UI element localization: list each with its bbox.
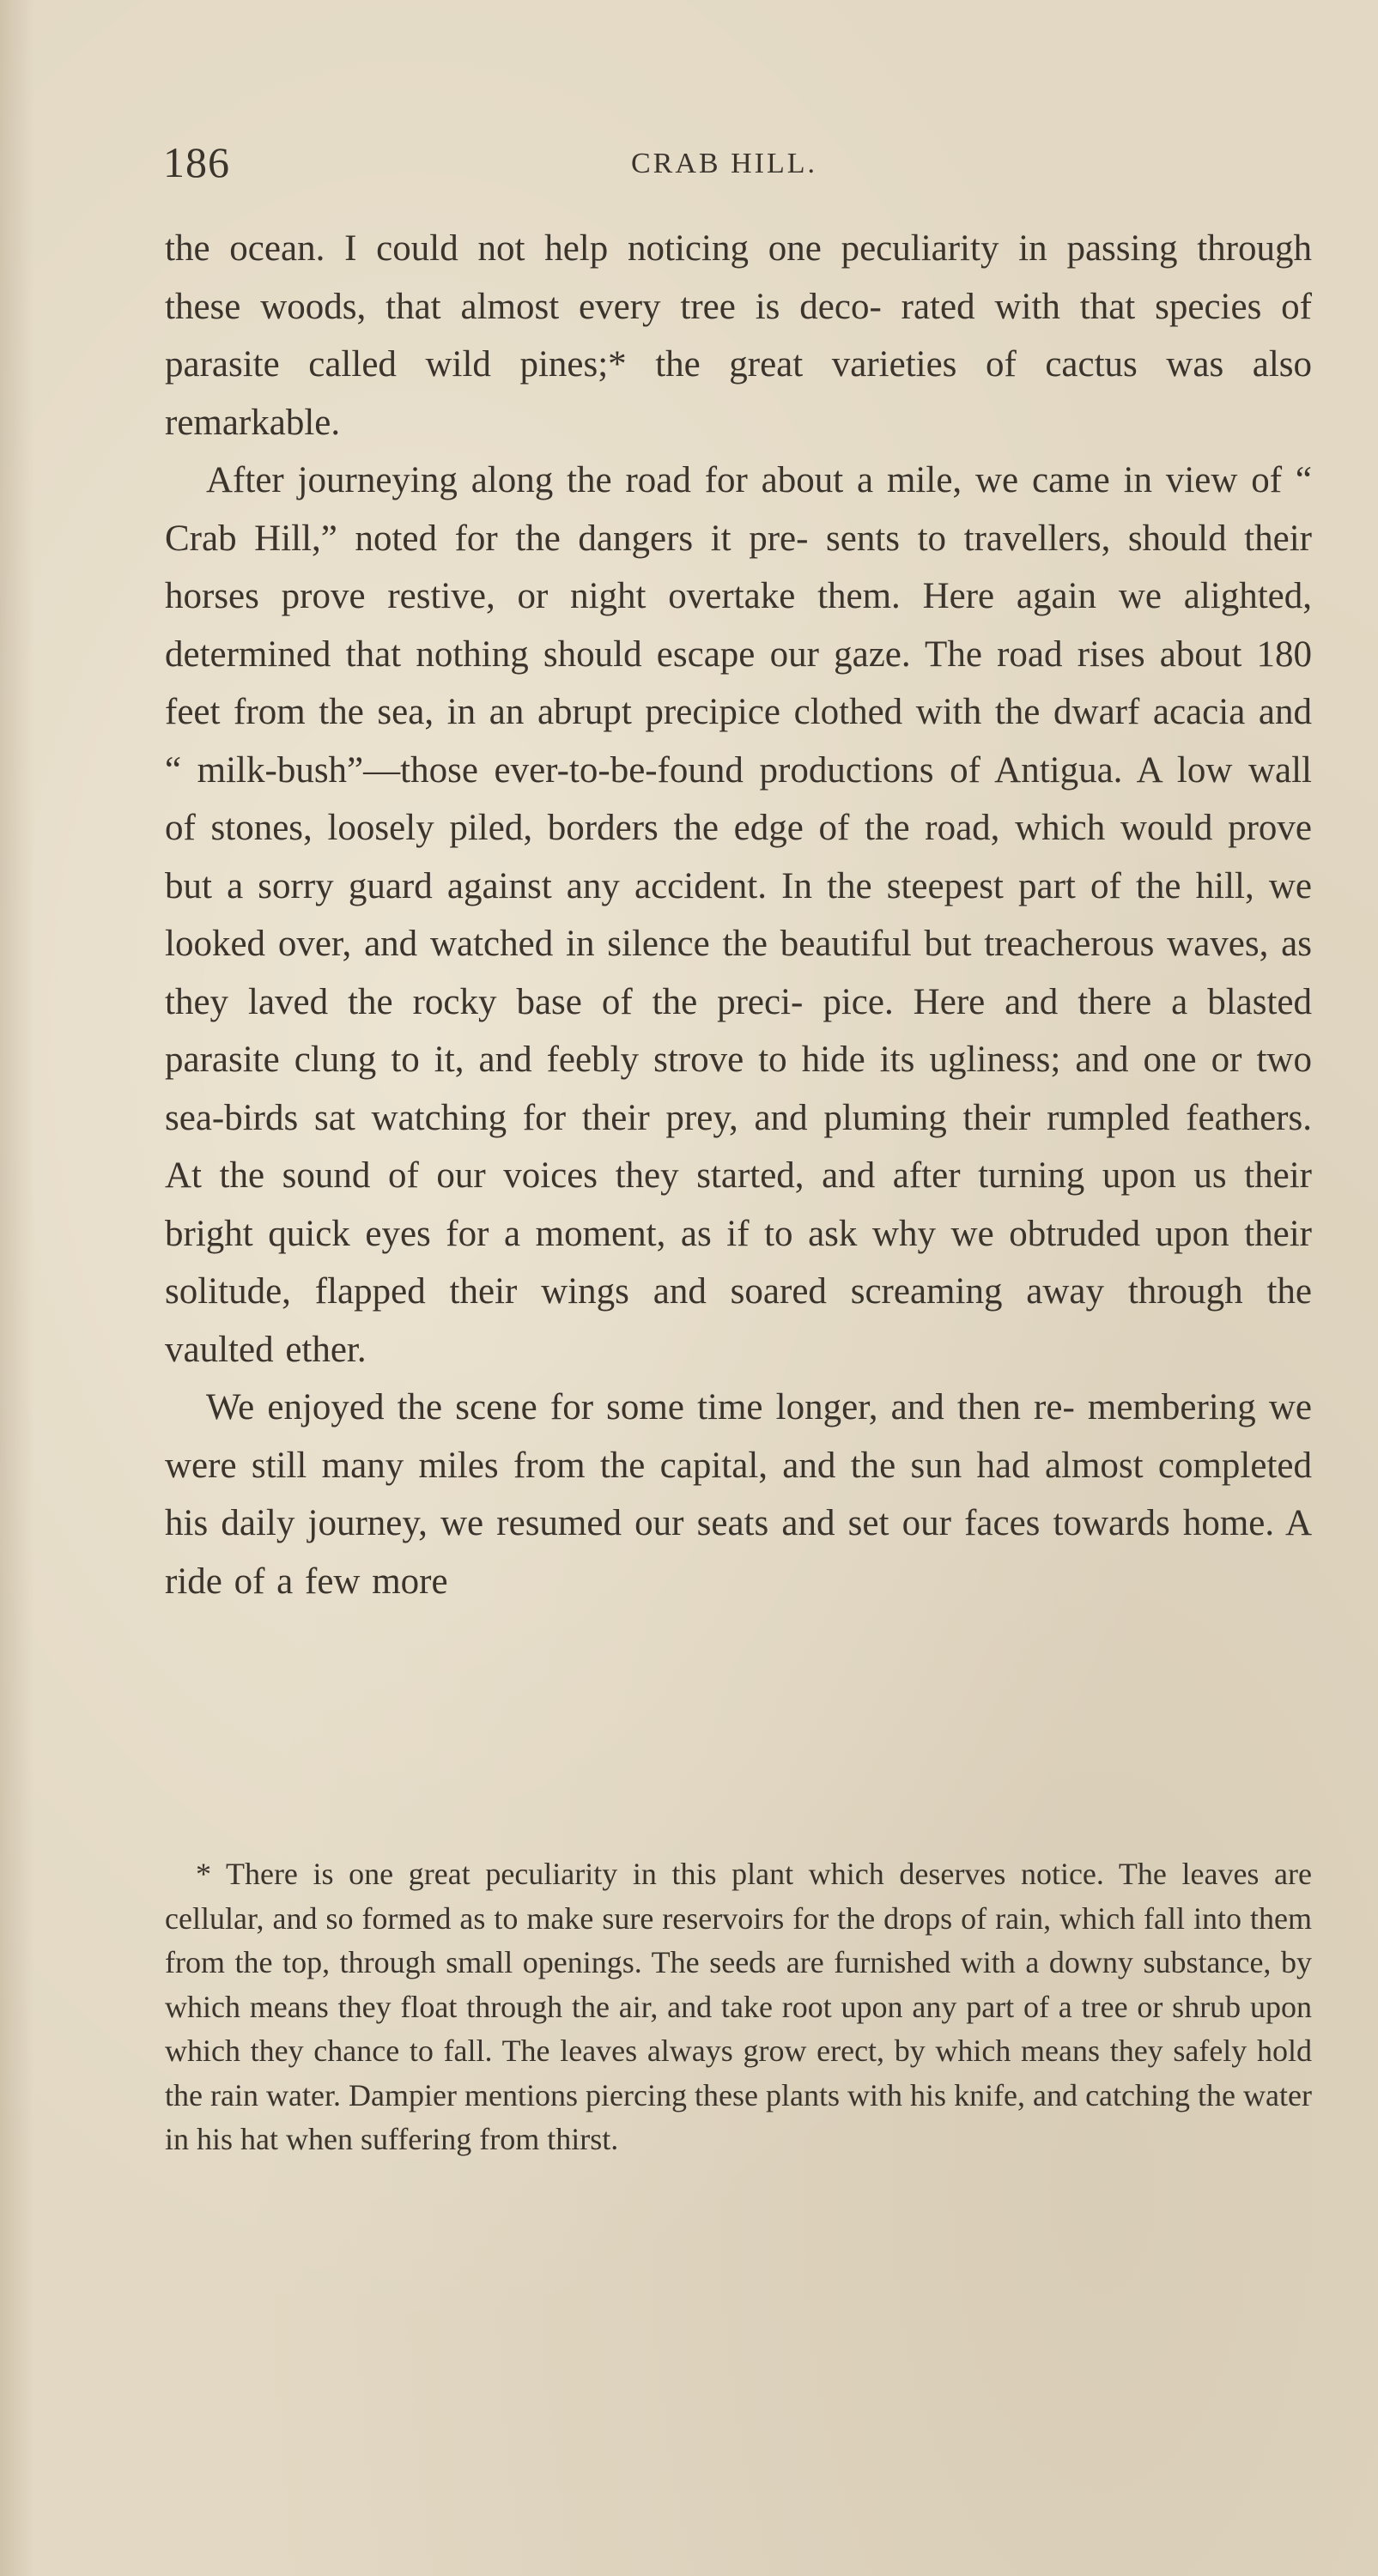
paragraph-1: the ocean. I could not help noticing one peculiarity in passing through these woods, that almost every tree is deco- rated with that species of parasite called wild pines;* the great varieties of cactus was also remarkable.: [165, 228, 1312, 443]
running-head: CRAB HILL.: [631, 148, 817, 179]
footnote-text: * There is one great peculiarity in this plant which deserves notice. The leaves are cellular, and so formed as to make sure reservoirs for the drops of rain, which fall into them from the top, through small openings. The seeds are furnished with a downy substance, by which means they float through the air, and take root upon any part of a tree or shrub upon which they chance to fall. The leaves always grow erect, by which means they safely hold the rain water. Dampier mentions piercing these plants with his knife, and catching the water in his hat when suffering from thirst.: [165, 1857, 1312, 2156]
paragraph-2: After journeying along the road for about a mile, we came in view of “ Crab Hill,” noted for the dangers it pre- sents to travellers, should their horses prove restive, or night overtake them. Here again we alighted, determined that nothing should escape our gaze. The road rises about 180 feet from the sea, in an abrupt precipice clothed with the dwarf acacia and “ milk-bush”—those ever-to-be-found productions of Antigua. A low wall of stones, loosely piled, borders the edge of the road, which would prove but a sorry guard against any accident. In the steepest part of the hill, we looked over, and watched in silence the beautiful but treacherous waves, as they laved the rocky base of the preci- pice. Here and there a blasted parasite clung to it, and feebly strove to hide its ugliness; and one or two sea-birds sat watching for their prey, and pluming their rumpled feathers. At the sound of our voices they started, and after turning upon us their bright quick eyes for a moment, as if to ask why we obtruded upon their solitude, flapped their wings and soared screaming away through the vaulted ether.: [165, 460, 1312, 1370]
footnote: [165, 1852, 1312, 2162]
paragraph-3: We enjoyed the scene for some time longer, and then re- membering we were still many miles from the capital, and the sun had almost completed his daily journey, we resumed our seats and set our faces towards home. A ride of a few more: [165, 1387, 1312, 1602]
page-number: 186: [163, 138, 230, 186]
page-edge-shadow: [0, 0, 34, 2576]
page-header: [163, 137, 1314, 197]
body-text: [165, 220, 1312, 1610]
